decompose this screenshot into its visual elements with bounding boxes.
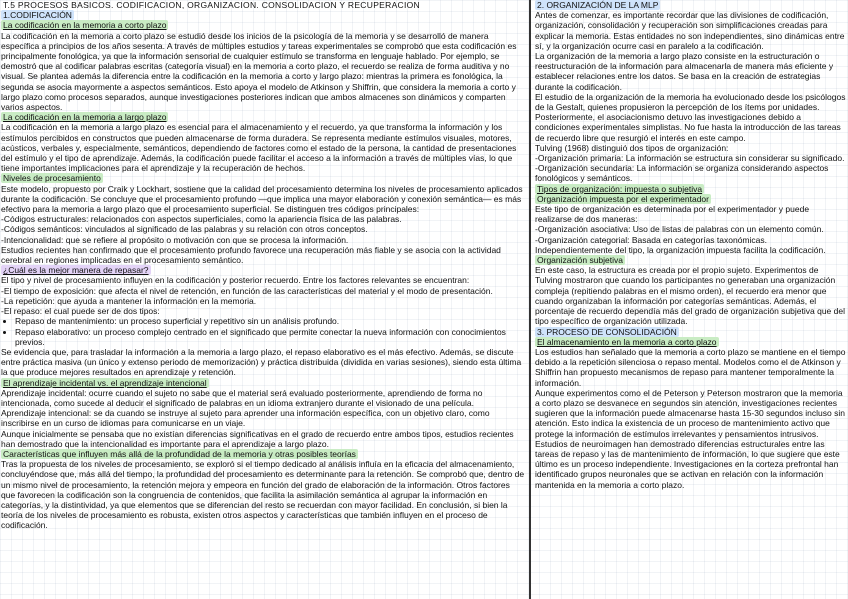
- section-heading-text: Niveles de procesamiento: [3, 173, 101, 184]
- paragraph: Aunque inicialmente se pensaba que no existían diferencias significativas en el grado de recuerdo entre ambos tipos, estudios recientes han demostrado que la intencionalidad es importante para el aprendizaje a largo plazo.: [1, 428, 514, 449]
- paragraph: -La repetición: que ayuda a mantener la información en la memoria.: [1, 295, 257, 306]
- paragraph: Tulving (1968) distinguió dos tipos de organización:: [535, 142, 729, 153]
- page-title-text: T.5 PROCESOS BASICOS. CODIFICACION, ORGANIZACION. CONSOLIDACION Y RECUPERACION: [3, 0, 420, 10]
- section-heading: [1, 173, 525, 183]
- paragraph: En este caso, la estructura es creada por el propio sujeto. Experimentos de Tulving mostraron que cuando los participantes no generaban una organización compleja (repitiendo palabras en el mismo orden), el recuerdo era menor que cuando organizaban la información por categorías semánticas. Además, el porcentaje de recuerdo dependía más del grado de organización subjetiva que del tipo específico de organización utilizada.: [535, 265, 845, 327]
- right-column: [532, 0, 848, 599]
- section-heading-text: La codificación en la memoria a largo plazo: [3, 112, 167, 123]
- paragraph: Estudios de neuroimagen han demostrado diferencias estructurales entre las tareas de repaso y las de mantenimiento de información, lo que sugiere que este último es un proceso independiente. Investigaciones en la corteza prefrontal han identificado grupos neuronales que se activan en relación con la información mantenida en la memoria a corto plazo.: [535, 438, 840, 490]
- section-heading: [1, 265, 525, 275]
- section-heading-text: Organización impuesta por el experimentador: [537, 193, 709, 204]
- section-heading: [1, 112, 525, 122]
- bullet-item: • Repaso elaborativo: un proceso complejo centrado en el significado que permite conectar la nueva información con conocimientos previos.: [15, 327, 525, 347]
- paragraph: Tras la propuesta de los niveles de procesamiento, se exploró si el tiempo dedicado al análisis influía en la eficacia del almacenamiento, concluyéndose que, más allá del tiempo, la profundidad del procesamiento es determinante para la retención. Se comprobó que, dentro de un mismo nivel de procesamiento, la retención mejora y empeora en función del grado de elaboración de la información. Otros factores que favorecen la codificación son la congruencia de contenidos, que facilita la asimilación semántica al agrupar la información en categorías, y la distintividad, ya que elementos que se diferencian del resto se recuerdan con mayor facilidad. En conclusión, si bien la teoría de los niveles de procesamiento es robusta, existen otros aspectos y características que también influyen en el proceso de codificación.: [1, 459, 525, 531]
- section-heading-text: El almacenamiento en la memoria a corto plazo: [537, 336, 717, 347]
- section-heading-text: Características que influyen más allá de la profundidad de la memoria y otras posibles teorías: [3, 448, 356, 459]
- section-heading-text: La codificación en la memoria a corto plazo: [3, 20, 167, 31]
- section-heading: [1, 20, 525, 30]
- paragraph: -Códigos estructurales: relacionados con aspectos superficiales, como la apariencia física de las palabras.: [1, 214, 402, 225]
- paragraph: -Códigos semánticos: vinculados al significado de las palabras y su relación con otros conceptos.: [1, 224, 368, 235]
- section-heading: [535, 184, 846, 194]
- paragraph: El tipo y nivel de procesamiento influyen en la codificación y posterior recuerdo. Entre los factores relevantes se encuentran:: [1, 275, 470, 286]
- paragraph: Aprendizaje intencional: se da cuando se instruye al sujeto para aprender una información específica, con un objetivo claro, como inscribirse en un curso de idiomas para comunicarse en un viaje.: [1, 408, 490, 429]
- paragraph: Este tipo de organización es determinada por el experimentador y puede realizarse de dos maneras:: [535, 204, 810, 225]
- section-heading: [535, 194, 846, 204]
- section-heading: [535, 337, 846, 347]
- paragraph: -Intencionalidad: que se refiere al propósito o motivación con que se procesa la información.: [1, 234, 349, 245]
- section-heading: [1, 449, 525, 459]
- paragraph: Se evidencia que, para trasladar la información a la memoria a largo plazo, el repaso elaborativo es el más efectivo. Además, se discute entre práctica masiva (un único y extenso periodo de memorización) y práctica distribuida (dividida en varias sesiones), siendo esta última la que produce mejores resultados en aprendizaje y retención.: [1, 346, 522, 378]
- paragraph: -Organización primaria: La información se estructura sin considerar su significado.: [535, 153, 845, 164]
- paragraph: La codificación en la memoria a corto plazo se estudió desde los inicios de la psicología de la memoria y se desarrolló de manera específica a principios de los años sesenta. A través de múltiples estudios y tareas experimentales se comprobó que esta codificación es principalmente fonológica, ya que la información sensorial de cualquier estímulo se transforma en lenguaje hablado. Por ejemplo, se demostró que al codificar palabras escritas (categoría visual) en la memoria a corto plazo, el recuerdo se realiza de forma auditiva y no visual. Se plantea además la diferencia entre la codificación en la memoria a corto y largo plazo: mientras la primera es fonológica, la segunda se asocia mayormente a aspectos semánticos. Esto apoya el modelo de Atkinson y Shiffrin, que considera la memoria a corto y largo plazo como procesos separados, aunque investigaciones posteriores indican que ambos almacenes son dinámicos y comparten varios aspectos.: [1, 30, 517, 113]
- page-title: [1, 0, 525, 10]
- section-heading-text: Tipos de organización: impuesta o subjetiva: [537, 183, 703, 194]
- paragraph: Aunque experimentos como el de Peterson y Peterson mostraron que la memoria a corto plazo se desvanece en segundos sin atención, investigaciones recientes sugieren que la información puede almacenarse hasta 15-30 segundos incluso sin atención. Esto indica la existencia de un proceso de mantenimiento activo que protege la información de estímulos irrelevantes y pensamientos intrusivos.: [535, 387, 845, 439]
- paragraph: Este modelo, propuesto por Craik y Lockhart, sostiene que la calidad del procesamiento determina los niveles de procesamiento aplicados durante la codificación. Se concluye que el procesamiento profundo —que implica una mayor elaboración y conexión semántica— es más efectivo para la memoria a largo plazo que el procesamiento superficial. Se distinguen tres códigos principales:: [1, 183, 523, 215]
- paragraph: Los estudios han señalado que la memoria a corto plazo se mantiene en el tiempo debido a la repetición silenciosa o repaso mental. Modelos como el de Atkinson y Shiffrin han propuesto mecanismos de repaso para mantener temporalmente la información.: [535, 346, 846, 388]
- paragraph: -El repaso: el cual puede ser de dos tipos:: [1, 306, 160, 317]
- section-heading: [1, 378, 525, 388]
- paragraph: Estudios recientes han confirmado que el procesamiento profundo favorece una recuperación más fiable y se asocia con la actividad cerebral en regiones implicadas en el procesamiento semántico.: [1, 244, 501, 266]
- section-heading-text: ¿Cuál es la mejor manera de repasar?: [3, 265, 149, 276]
- paragraph: Aprendizaje incidental: ocurre cuando el sujeto no sabe que el material será evaluado posteriormente, aprendiendo de forma no intencionada, como sucede al deducir el significado de palabras en un idioma extranjero durante el visionado de una película.: [1, 387, 483, 408]
- bullet-item: • Repaso de mantenimiento: un proceso superficial y repetitivo sin un análisis profundo.: [15, 316, 525, 326]
- paragraph: -El tiempo de exposición: que afecta el nivel de retención, en función de las características del material y el modo de presentación.: [1, 285, 493, 296]
- section-heading-text: Organización subjetiva: [537, 255, 623, 266]
- paragraph: El estudio de la organización de la memoria ha evolucionado desde los psicólogos de la Gestalt, quienes propusieron la percepción de los ítems por unidades. Posteriormente, el asociacionismo detuvo las investigaciones debido a condiciones experimentales simplistas. No fue hasta la introducción de las tareas de recuerdo libre que resurgió el interés en este campo.: [535, 91, 846, 143]
- bullet-list: [1, 316, 525, 347]
- section-heading: [535, 0, 846, 10]
- section-heading-text: 2. ORGANIZACIÓN DE LA MLP: [537, 0, 659, 10]
- paragraph: -Organización categorial: Basada en categorías taxonómicas. Independientemente del tipo, la organización impuesta facilita la codificación.: [535, 234, 826, 255]
- section-heading: [535, 255, 846, 265]
- paragraph: La organización de la memoria a largo plazo consiste en la estructuración o reestructuración de la información para almacenarla de manera más eficiente y establecer relaciones entre los datos. Se basa en la creación de estrategias durante la codificación.: [535, 51, 834, 92]
- column-divider: [529, 0, 531, 599]
- section-heading: [535, 327, 846, 337]
- paragraph: -Organización asociativa: Uso de listas de palabras con un elemento común.: [535, 224, 824, 235]
- section-heading-text: El aprendizaje incidental vs. el aprendizaje intencional: [3, 377, 207, 388]
- paragraph: Antes de comenzar, es importante recordar que las divisiones de codificación, organización, consolidación y recuperación son simplificaciones creadas para explicar la memoria. Estas entidades no son independientes, sino dinámicas entre sí, y la organización ocurre casi en paralelo a la codificación.: [535, 10, 845, 51]
- section-heading-text: 1.CODIFICACIÓN: [3, 10, 72, 21]
- section-heading: [1, 10, 525, 20]
- paragraph: La codificación en la memoria a largo plazo es esencial para el almacenamiento y el recuerdo, ya que transforma la información y los estímulos percibidos en constructos que pueden almacenarse de forma duradera. Se representa mediante estímulos visuales, motores, acústicos, verbales y, especialmente, semánticos, dependiendo de factores como el estado de la persona, la cantidad de presentaciones del estímulo y el tipo de aprendizaje. Además, la codificación puede facilitar el acceso a la información a través de múltiples vías, lo que tiene importantes implicaciones para el aprendizaje y la recuperación de hechos.: [1, 122, 517, 174]
- paragraph: -Organización secundaria: La información se organiza considerando aspectos fonológicos y semánticos.: [535, 163, 829, 184]
- section-heading-text: 3. PROCESO DE CONSOLIDACIÓN: [537, 326, 677, 337]
